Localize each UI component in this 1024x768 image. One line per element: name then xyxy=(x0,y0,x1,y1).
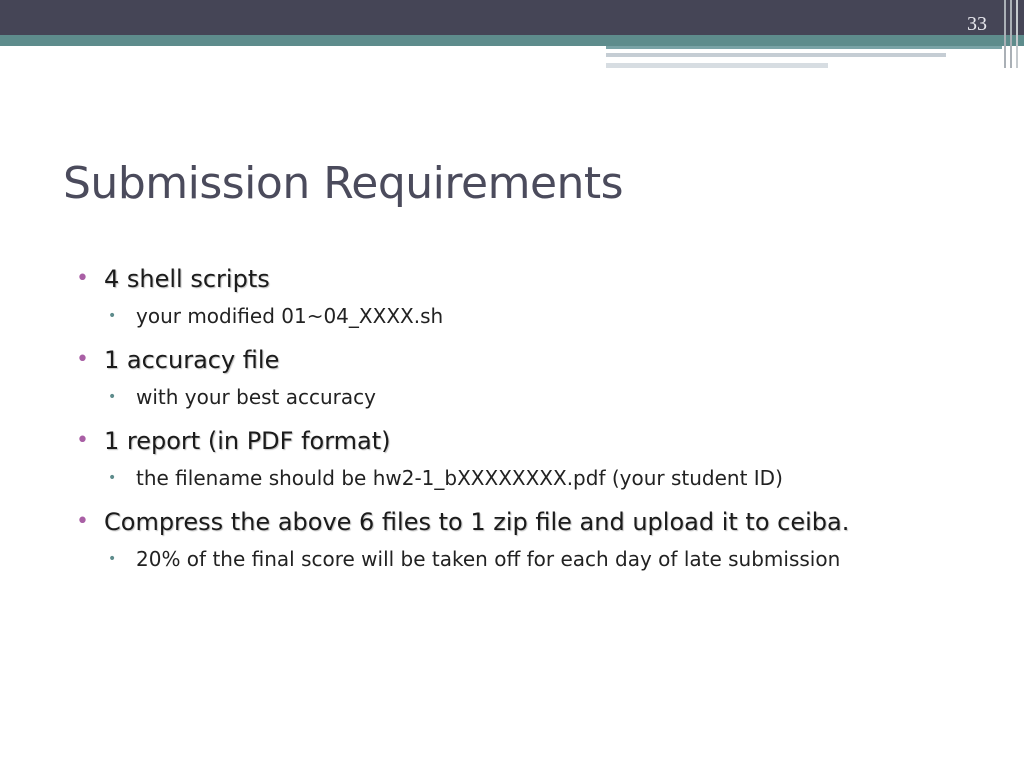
purple-dot-icon: • xyxy=(76,509,89,534)
bullet-item xyxy=(76,501,956,543)
sub-bullet-item xyxy=(76,462,956,495)
bullet-item xyxy=(76,420,956,462)
decorative-vertical-line xyxy=(1004,0,1006,68)
sub-bullet-item xyxy=(76,543,956,576)
bullet-text: 4 shell scripts xyxy=(104,265,270,293)
purple-dot-icon: • xyxy=(76,428,89,453)
purple-dot-icon: • xyxy=(76,266,89,291)
sub-bullet-item xyxy=(76,300,956,333)
bullet-item xyxy=(76,339,956,381)
sub-bullet-text: the filename should be hw2-1_bXXXXXXXX.pdf (your student ID) xyxy=(136,466,783,490)
decorative-vertical-line xyxy=(1016,0,1018,68)
header-accent-band xyxy=(0,35,1024,46)
teal-dot-icon: • xyxy=(108,470,117,486)
sub-bullet-text: 20% of the final score will be taken off for each day of late submission xyxy=(136,547,841,571)
decorative-line xyxy=(606,46,1002,49)
bullet-item xyxy=(76,258,956,300)
sub-bullet-text: with your best accuracy xyxy=(136,385,376,409)
header-bar xyxy=(0,0,1024,35)
bullet-text: Compress the above 6 files to 1 zip file and upload it to ceiba. xyxy=(104,508,850,536)
teal-dot-icon: • xyxy=(108,551,117,567)
sub-bullet-text: your modified 01~04_XXXX.sh xyxy=(136,304,444,328)
teal-dot-icon: • xyxy=(108,308,117,324)
bullet-list xyxy=(76,258,956,582)
decorative-line xyxy=(606,63,828,68)
sub-bullet-item xyxy=(76,381,956,414)
teal-dot-icon: • xyxy=(108,389,117,405)
decorative-vertical-line xyxy=(1010,0,1012,68)
purple-dot-icon: • xyxy=(76,347,89,372)
bullet-text: 1 accuracy file xyxy=(104,346,280,374)
decorative-line xyxy=(606,53,946,57)
bullet-text: 1 report (in PDF format) xyxy=(104,427,391,455)
slide-title: Submission Requirements xyxy=(63,158,624,209)
slide-number: 33 xyxy=(967,13,987,35)
